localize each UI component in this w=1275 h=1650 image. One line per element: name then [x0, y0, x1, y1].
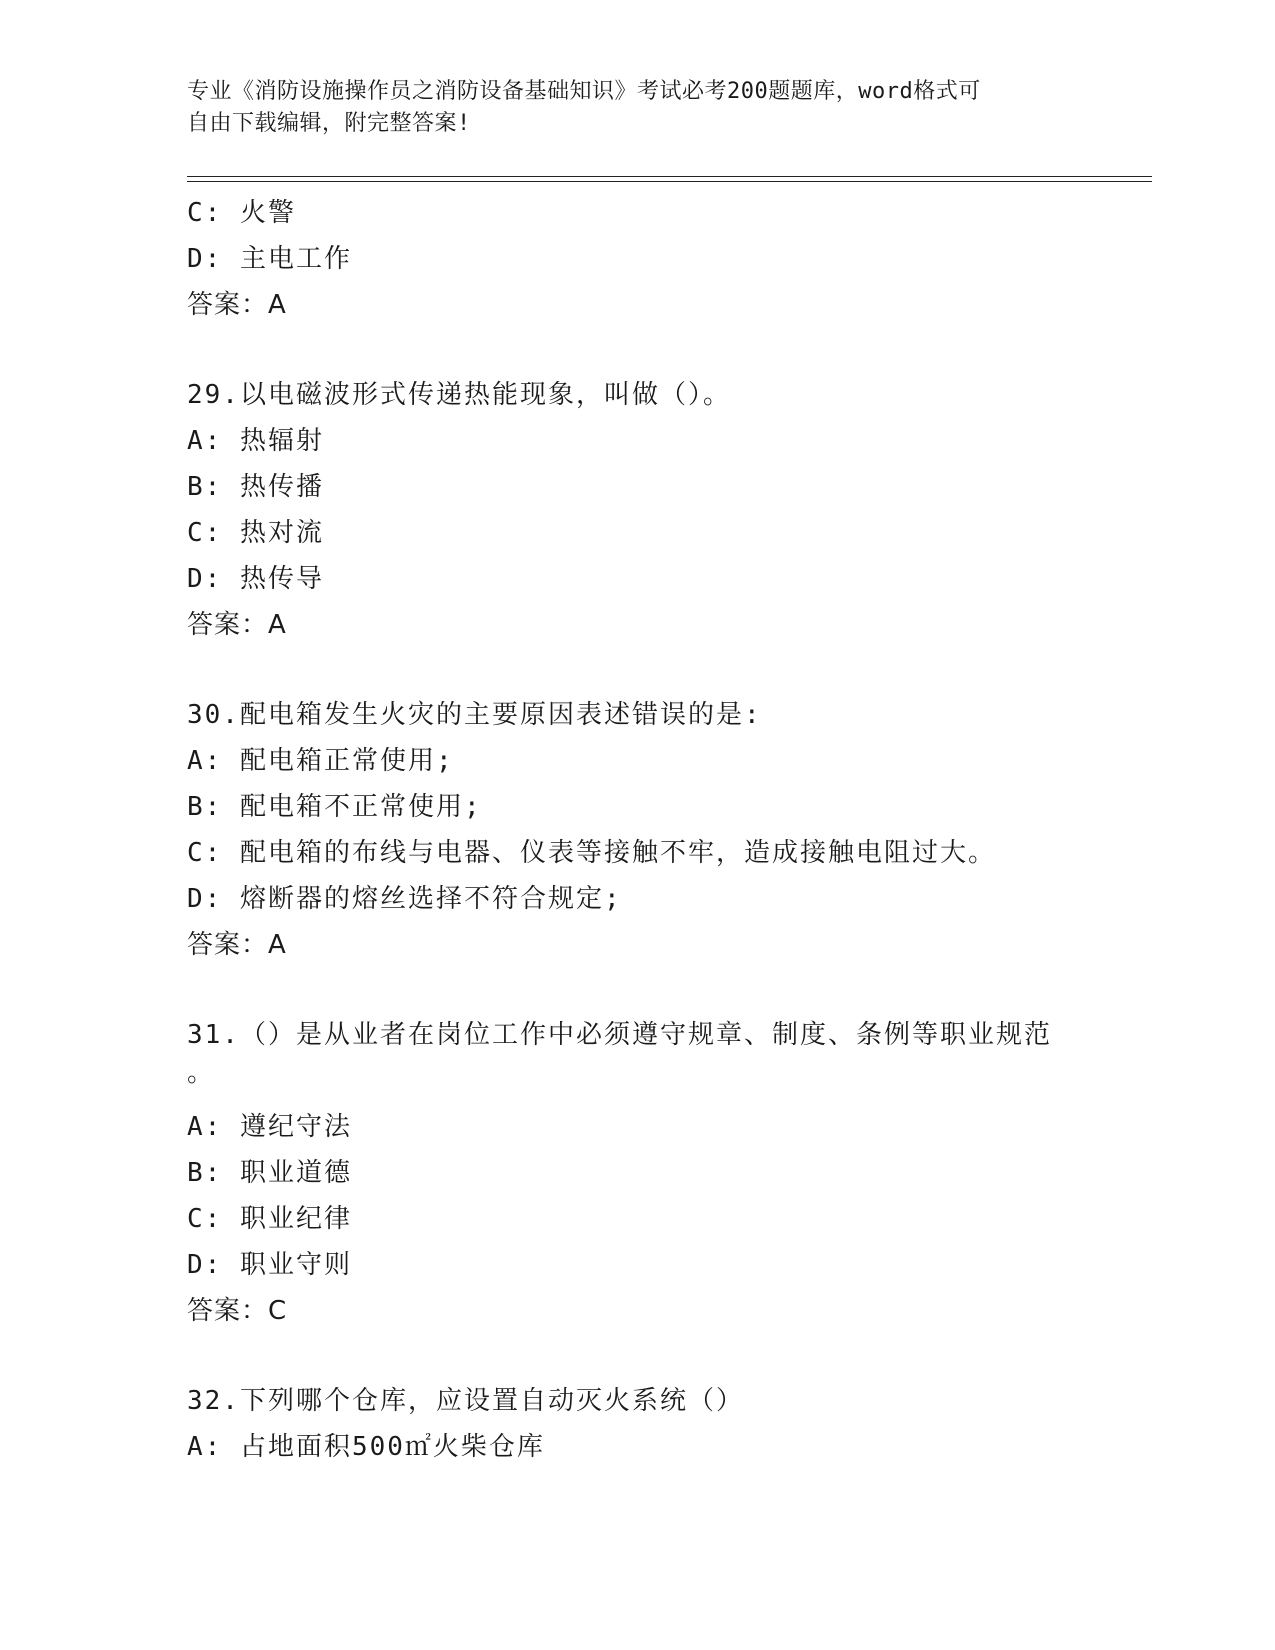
option-c: C: 热对流	[187, 518, 324, 548]
header-divider-top	[187, 176, 1152, 177]
question-31	[187, 1012, 1087, 1334]
answer-line: 答案：C	[187, 1296, 288, 1326]
option-b: B: 职业道德	[187, 1158, 352, 1188]
answer-line: 答案：A	[187, 610, 287, 640]
header-title-line-1: 专业《消防设施操作员之消防设备基础知识》考试必考200题题库，word格式可	[187, 79, 981, 104]
option-a: A: 遵纪守法	[187, 1112, 352, 1142]
question-list	[187, 190, 1087, 1470]
option-c: C: 职业纪律	[187, 1204, 352, 1234]
option-b: B: 配电箱不正常使用;	[187, 792, 482, 822]
question-stem-continuation: 。	[187, 1058, 216, 1088]
option-d: D: 热传导	[187, 564, 324, 594]
option-b: B: 热传播	[187, 472, 324, 502]
answer-line: 答案：A	[187, 290, 287, 320]
header-divider-bottom	[187, 181, 1152, 182]
question-stem: 32.下列哪个仓库，应设置自动灭火系统（）	[187, 1386, 744, 1416]
question-stem: 30.配电箱发生火灾的主要原因表述错误的是:	[187, 700, 762, 730]
option-d: D: 主电工作	[187, 244, 352, 274]
option-a: A: 占地面积500㎡火柴仓库	[187, 1432, 545, 1462]
header-title-line-2: 自由下载编辑，附完整答案!	[187, 111, 471, 136]
question-29	[187, 372, 1087, 648]
option-c: C: 配电箱的布线与电器、仪表等接触不牢，造成接触电阻过大。	[187, 838, 996, 868]
question-32	[187, 1378, 1087, 1470]
question-stem: 31.（）是从业者在岗位工作中必须遵守规章、制度、条例等职业规范	[187, 1020, 1052, 1050]
question-30	[187, 692, 1087, 968]
question-28-tail	[187, 190, 1087, 328]
answer-line: 答案：A	[187, 930, 287, 960]
option-c: C: 火警	[187, 198, 296, 228]
option-a: A: 热辐射	[187, 426, 324, 456]
question-stem: 29.以电磁波形式传递热能现象，叫做（）。	[187, 380, 731, 410]
option-d: D: 职业守则	[187, 1250, 352, 1280]
option-d: D: 熔断器的熔丝选择不符合规定;	[187, 884, 622, 914]
option-a: A: 配电箱正常使用;	[187, 746, 454, 776]
document-header	[187, 76, 1067, 140]
